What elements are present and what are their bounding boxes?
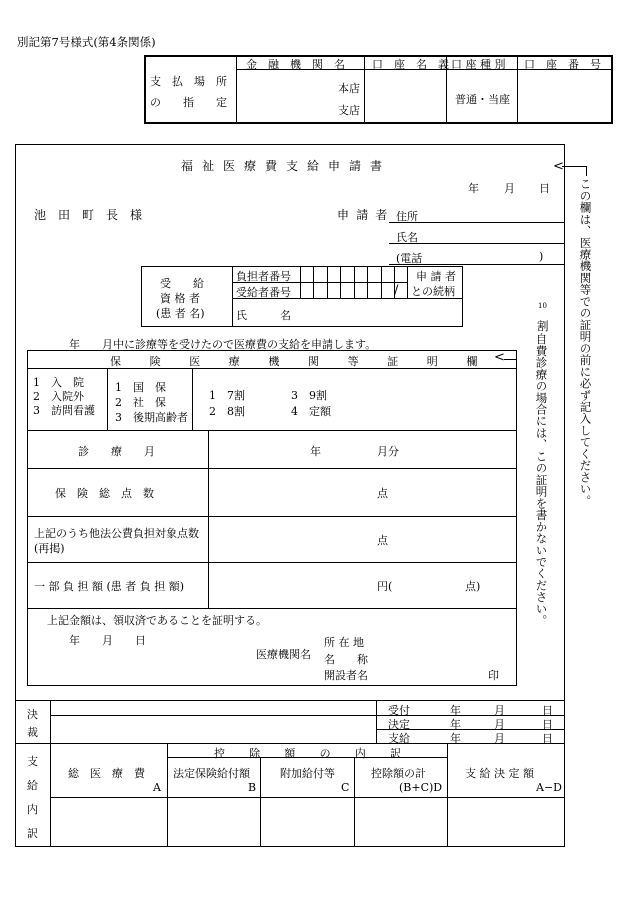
institution-address-label: 所 在 地 [324,636,364,649]
treatment-month-label: 診 療 月 [78,445,155,458]
burden-number-label: 負担者番号 [236,270,291,283]
treatment-month-year: 年 [310,445,321,458]
side-note-1: この欄は、医療機関等での証明の前に必ず記入してください。 [578,178,593,507]
ins-shaho: 2 社 保 [115,396,166,409]
date-day: 日 [539,182,550,195]
relation-label-2: との続柄 [411,285,455,298]
applicant-name-label: 氏名 [396,231,418,244]
type-inpatient: 1 入 院 [33,376,84,389]
form-id: 別記第7号様式(第4条関係) [17,35,156,49]
deduction-header: 控 除 額 の 内 訳 [214,747,408,760]
founder-label: 開設者名 [324,669,368,682]
application-sentence: 年 月中に診療等を受けたので医療費の支給を申請します。 [69,338,377,351]
side-note-number: 10 [538,302,547,310]
payment-label-2: の 指 定 [150,96,227,109]
applicant-label: 申請者 [337,208,395,222]
total-points-label: 保 険 総 点 数 [55,487,154,500]
copay-yen: 円( [377,580,393,593]
cert-header: 保 険 医 療 機 関 等 証 明 欄 [110,355,487,368]
recipient-label-1: 受 給 [160,277,204,290]
copay-points: 点) [465,580,481,593]
honten-label: 本店 [338,82,360,95]
side-note-2: 自費診療の場合には、この証明を書かないでください。 [534,333,549,627]
shiten-label: 支店 [338,104,360,117]
decision-label-1: 決 [27,708,38,721]
address-line [389,222,565,223]
other-points-label-2: (再掲) [34,542,65,555]
other-points-unit: 点 [377,534,388,547]
date-year: 年 [468,182,479,195]
copay-label: 一 部 負 担 額 (患 者 負 担 額) [34,580,185,593]
payment-decision-mark: A−D [536,781,562,794]
total-points-unit: 点 [377,487,388,500]
institution-name-label: 名 称 [324,653,368,666]
date-month: 月 [504,182,515,195]
ins-kokuho: 1 国 保 [115,381,166,394]
legal-benefit-label: 法定保険給付額 [173,767,250,780]
addressee: 池 田 町 長 様 [34,208,143,222]
decided-label: 決定 [388,718,410,731]
applicant-address-label: 住所 [396,210,418,223]
account-holder-header: 口 座 名 義 [372,58,449,71]
decision-label-2: 裁 [27,726,38,739]
payment-decision-label: 支 給 決 定 額 [465,767,534,780]
paid-label: 支給 [388,732,410,745]
ins-elderly: 3 後期高齢者 [115,411,188,424]
additional-benefit-label: 附加給付等 [280,767,335,780]
name-line [389,243,565,244]
recipient-label-2: 資 格 者 [160,292,200,305]
certify-date: 年 月 日 [69,634,146,647]
total-mark: A [153,781,161,794]
treatment-month-unit: 月分 [377,445,399,458]
certify-text: 上記金額は、領収済であることを証明する。 [47,614,267,627]
phone-line [389,264,565,265]
phone-close: ) [539,250,544,263]
total-medical-label: 総 医 療 費 [68,767,145,780]
arrow-left-icon-1: < [553,159,564,174]
institution-label: 医療機関名 [256,648,311,661]
account-type-header: 口 座 種 別 [451,58,506,71]
arrow-left-icon-2: < [494,350,505,365]
deduction-total-label: 控除額の計 [371,767,426,780]
relation-label-1: 申 請 者 [416,270,456,283]
ratio-8: 2 8割 [209,405,245,418]
account-number-header: 口 座 番 号 [524,58,601,71]
additional-mark: C [341,781,350,794]
deduction-total-mark: (B+C)D [399,781,443,794]
ratio-fixed: 4 定額 [291,405,331,418]
seal-mark: 印 [488,669,499,682]
form-title: 福祉医療費支給申請書 [181,159,392,173]
recipient-label-3: (患 者 名) [156,307,205,320]
phone-open: (電話 [396,252,423,265]
legal-mark: B [248,781,257,794]
type-home-nursing: 3 訪問看護 [33,404,95,417]
bank-name-header: 金 融 機 関 名 [246,58,345,71]
account-type-value: 普通・当座 [455,93,510,106]
ratio-7: 1 7割 [209,389,245,402]
ratio-9: 3 9割 [291,389,327,402]
type-outpatient: 2 入院外 [33,390,84,403]
side-note-2-first: 割 [537,319,549,333]
recipient-number-label: 受給者番号 [236,286,291,299]
patient-name-label: 氏 名 [236,309,291,322]
receipt-label: 受付 [388,704,410,717]
other-points-label: 上記のうち他法公費負担対象点数 [34,527,199,540]
payment-label-1: 支 払 場 所 [150,75,227,88]
